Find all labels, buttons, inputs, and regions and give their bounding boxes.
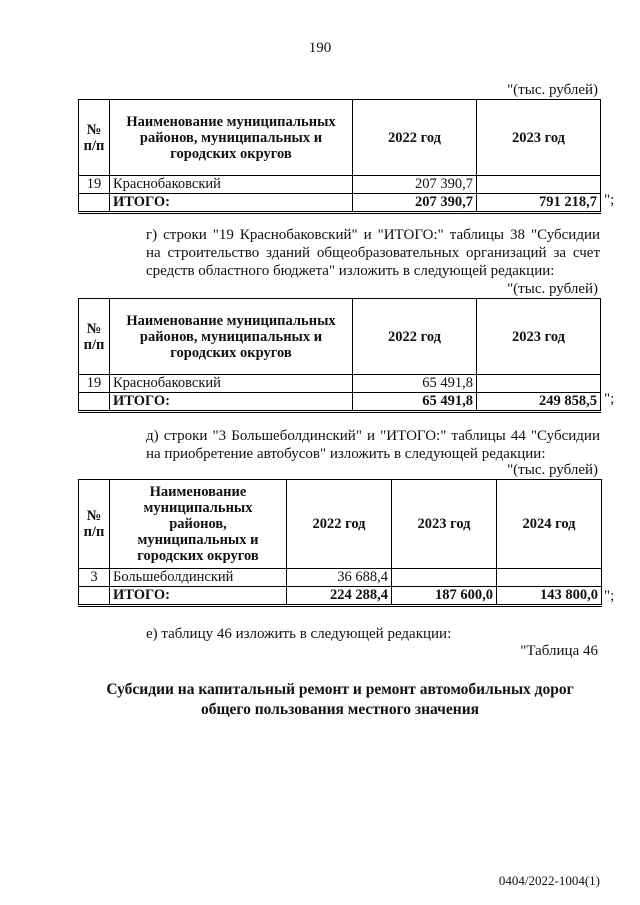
total-2023: 187 600,0 (392, 587, 497, 606)
row-2024 (497, 569, 602, 587)
row-2022: 36 688,4 (287, 569, 392, 587)
table-close-quote: "; (604, 391, 615, 407)
paragraph-d (110, 427, 600, 463)
total-2022: 65 491,8 (353, 393, 477, 412)
table-close-quote: "; (604, 192, 615, 208)
unit-label: "(тыс. рублей) (507, 462, 598, 478)
col-header-2023: 2023 год (477, 299, 601, 375)
row-2022: 207 390,7 (353, 176, 477, 194)
table-row (79, 375, 601, 393)
table-close-quote: "; (604, 588, 615, 604)
row-name: Краснобаковский (110, 176, 353, 194)
row-2023 (392, 569, 497, 587)
col-header-name: Наименование муниципальных районов, муниципальных и городских округов (110, 100, 353, 176)
table-3 (78, 479, 602, 607)
total-2022: 207 390,7 (353, 194, 477, 213)
col-header-2023: 2023 год (477, 100, 601, 176)
page-number: 190 (308, 40, 332, 56)
paragraph-g (110, 226, 600, 280)
col-header-2022: 2022 год (287, 480, 392, 569)
paragraph-g-text: г) строки "19 Краснобаковский" и "ИТОГО:" таблицы 38 "Субсидии на строительство зданий общеобразовательных организаций за счет средств областного бюджета" изложить в следующей редакции: (146, 227, 600, 279)
row-number: 19 (79, 176, 110, 194)
row-name: Краснобаковский (110, 375, 353, 393)
col-header-2023: 2023 год (392, 480, 497, 569)
paragraph-d-text: д) строки "3 Большеболдинский" и "ИТОГО:" таблицы 44 "Субсидии на приобретение автобусов" изложить в следующей редакции: (146, 428, 600, 462)
row-2023 (477, 375, 601, 393)
unit-label: "(тыс. рублей) (507, 82, 598, 98)
total-row (79, 587, 602, 606)
row-number: 3 (79, 569, 110, 587)
col-header-name: Наименование муниципальных районов, муниципальных и городских округов (110, 480, 287, 569)
col-header-2024: 2024 год (497, 480, 602, 569)
paragraph-e-text: е) таблицу 46 изложить в следующей редакции: (146, 626, 452, 642)
col-header-number: № п/п (79, 480, 110, 569)
total-2023: 249 858,5 (477, 393, 601, 412)
unit-label: "(тыс. рублей) (507, 281, 598, 297)
table-2 (78, 298, 601, 413)
document-code: 0404/2022-1004(1) (498, 873, 600, 888)
total-label: ИТОГО: (110, 194, 353, 213)
row-number: 19 (79, 375, 110, 393)
table-row (79, 176, 601, 194)
row-2022: 65 491,8 (353, 375, 477, 393)
col-header-number: № п/п (79, 299, 110, 375)
row-2023 (477, 176, 601, 194)
total-2023: 791 218,7 (477, 194, 601, 213)
table-row (79, 569, 602, 587)
total-2024: 143 800,0 (497, 587, 602, 606)
col-header-2022: 2022 год (353, 100, 477, 176)
total-row (79, 194, 601, 213)
total-label: ИТОГО: (110, 393, 353, 412)
table-1 (78, 99, 601, 214)
col-header-2022: 2022 год (353, 299, 477, 375)
col-header-name: Наименование муниципальных районов, муниципальных и городских округов (110, 299, 353, 375)
section-title: Субсидии на капитальный ремонт и ремонт автомобильных дорог общего пользования местного значения (106, 681, 574, 718)
row-name: Большеболдинский (110, 569, 287, 587)
paragraph-e (110, 625, 600, 643)
col-header-number: № п/п (79, 100, 110, 176)
total-label: ИТОГО: (110, 587, 287, 606)
table-caption: "Таблица 46 (520, 643, 598, 659)
total-row (79, 393, 601, 412)
total-2022: 224 288,4 (287, 587, 392, 606)
